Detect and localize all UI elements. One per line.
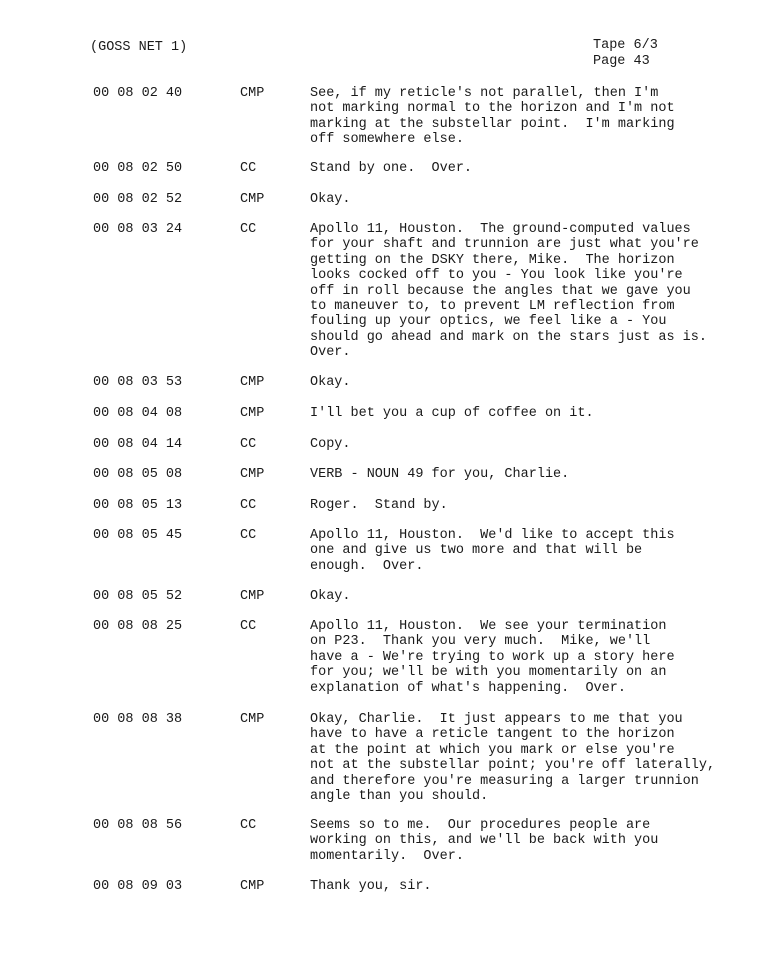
speaker: CC	[240, 528, 257, 543]
speaker: CMP	[240, 86, 265, 101]
timestamp: 00 08 05 52	[93, 589, 183, 604]
timestamp: 00 08 04 14	[93, 437, 183, 452]
timestamp: 00 08 05 45	[93, 528, 183, 543]
timestamp: 00 08 02 52	[93, 192, 183, 207]
tape-page-label	[593, 38, 658, 70]
dialogue-text: Okay.	[310, 192, 351, 207]
dialogue-text: Thank you, sir.	[310, 879, 432, 894]
dialogue-text: Okay.	[310, 375, 351, 390]
timestamp: 00 08 02 50	[93, 161, 183, 176]
speaker: CC	[240, 498, 257, 513]
speaker: CC	[240, 222, 257, 237]
dialogue-text: VERB - NOUN 49 for you, Charlie.	[310, 467, 570, 482]
speaker: CMP	[240, 879, 265, 894]
speaker: CMP	[240, 712, 265, 727]
page-number: Page 43	[593, 54, 650, 69]
timestamp: 00 08 04 08	[93, 406, 183, 421]
dialogue-text: Okay.	[310, 589, 351, 604]
speaker: CMP	[240, 406, 265, 421]
dialogue-text: Seems so to me. Our procedures people are working on this, and we'll be back with you momentarily. Over.	[310, 818, 659, 864]
timestamp: 00 08 05 08	[93, 467, 183, 482]
dialogue-text: Copy.	[310, 437, 351, 452]
timestamp: 00 08 03 24	[93, 222, 183, 237]
dialogue-text: Okay, Charlie. It just appears to me that you have to have a reticle tangent to the horizon at the point at which you mark or else you're not at the substellar point; you're off laterally, and therefore you're measuring a larger trunnion angle than you should.	[310, 712, 716, 805]
timestamp: 00 08 08 56	[93, 818, 183, 833]
timestamp: 00 08 03 53	[93, 375, 183, 390]
speaker: CC	[240, 437, 257, 452]
speaker: CMP	[240, 589, 265, 604]
tape-number: Tape 6/3	[593, 38, 658, 53]
timestamp: 00 08 08 38	[93, 712, 183, 727]
timestamp: 00 08 02 40	[93, 86, 183, 101]
dialogue-text: I'll bet you a cup of coffee on it.	[310, 406, 594, 421]
speaker: CMP	[240, 467, 265, 482]
dialogue-text: Apollo 11, Houston. We'd like to accept this one and give us two more and that will be enough. Over.	[310, 528, 675, 574]
dialogue-text: Apollo 11, Houston. We see your termination on P23. Thank you very much. Mike, we'll have a - We're trying to work up a story here for you; we'll be with you momentarily on an explanation of what's happening. Over.	[310, 619, 675, 696]
speaker: CC	[240, 818, 257, 833]
speaker: CC	[240, 161, 257, 176]
speaker: CMP	[240, 375, 265, 390]
speaker: CMP	[240, 192, 265, 207]
dialogue-text: Apollo 11, Houston. The ground-computed values for your shaft and trunnion are just what you're getting on the DSKY there, Mike. The horizon looks cocked off to you - You look like you're off in roll because the angles that we gave you to maneuver to, to prevent LM reflection from fouling up your optics, we feel like a - You should go ahead and mark on the stars just as is. Over.	[310, 222, 707, 361]
timestamp: 00 08 08 25	[93, 619, 183, 634]
network-label: (GOSS NET 1)	[90, 40, 188, 55]
dialogue-text: See, if my reticle's not parallel, then I'm not marking normal to the horizon and I'm not marking at the substellar point. I'm marking off somewhere else.	[310, 86, 675, 148]
timestamp: 00 08 09 03	[93, 879, 183, 894]
timestamp: 00 08 05 13	[93, 498, 183, 513]
dialogue-text: Stand by one. Over.	[310, 161, 473, 176]
speaker: CC	[240, 619, 257, 634]
dialogue-text: Roger. Stand by.	[310, 498, 448, 513]
